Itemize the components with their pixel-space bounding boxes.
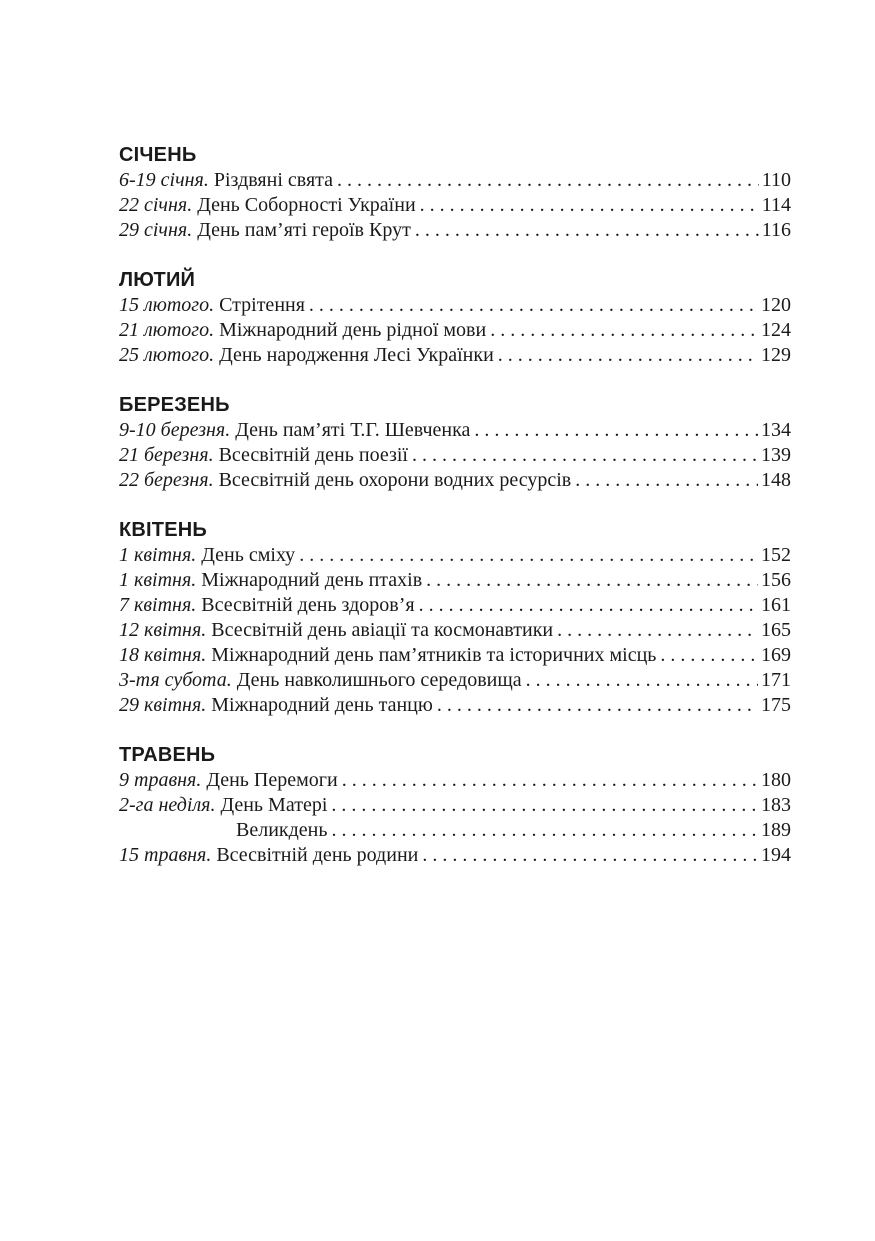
entry-page-number: 169 [761,644,791,666]
toc-entry[interactable] [119,843,791,868]
toc-entry[interactable] [119,643,791,668]
entry-title: День Матері [220,794,328,816]
entry-page-number: 194 [761,844,791,866]
section-title: СІЧЕНЬ [119,144,197,166]
entry-date: 6-19 січня. [119,169,209,191]
dot-leader [557,618,758,643]
toc-entry[interactable] [119,568,791,593]
entry-page-number: 148 [761,469,791,491]
entry-page-number: 110 [761,169,791,191]
toc-entry[interactable] [119,693,791,718]
entry-date: 1 квітня. [119,544,197,566]
entry-title: День пам’яті Т.Г. Шевченка [235,419,471,441]
entry-title: Всесвітній день родини [216,844,419,866]
dot-leader [426,568,758,593]
entry-date: 15 лютого. [119,294,215,316]
entry-date: 25 лютого. [119,344,215,366]
entry-date: 1 квітня. [119,569,197,591]
dot-leader [575,468,758,493]
toc-section-april [119,518,791,718]
dot-leader [490,318,758,343]
dot-leader [437,693,758,718]
entry-date: 9-10 березня. [119,419,231,441]
dot-leader [412,443,758,468]
dot-leader [337,168,759,193]
entry-title: Різдвяні свята [213,169,334,191]
entry-date: 21 березня. [119,444,214,466]
entry-page-number: 183 [761,794,791,816]
toc-entry[interactable] [119,293,791,318]
dot-leader [498,343,758,368]
toc-entry[interactable] [119,418,791,443]
entry-date: 18 квітня. [119,644,207,666]
toc-entry[interactable] [119,318,791,343]
toc-entry[interactable] [119,193,791,218]
entry-title: День Соборності України [197,194,416,216]
table-of-contents [119,143,791,893]
entry-page-number: 120 [761,294,791,316]
dot-leader [309,293,758,318]
entry-title: Міжнародний день рідної мови [219,319,487,341]
section-title: КВІТЕНЬ [119,519,207,541]
toc-entry[interactable] [119,818,791,843]
toc-entry[interactable] [119,443,791,468]
dot-leader [415,218,759,243]
entry-date: 12 квітня. [119,619,207,641]
entry-page-number: 129 [761,344,791,366]
entry-title: День пам’яті героїв Крут [197,219,411,241]
entry-title: Великдень [236,819,328,841]
toc-entry[interactable] [119,468,791,493]
entry-date: 21 лютого. [119,319,215,341]
entry-page-number: 189 [761,819,791,841]
toc-section-january [119,143,791,243]
entry-date: 7 квітня. [119,594,197,616]
toc-section-march [119,393,791,493]
entry-page-number: 180 [761,769,791,791]
dot-leader [419,593,758,618]
toc-section-february [119,268,791,368]
entry-date: 3-тя субота. [119,669,232,691]
dot-leader [331,793,758,818]
toc-entry[interactable] [119,343,791,368]
dot-leader [660,643,758,668]
entry-date: 29 квітня. [119,694,207,716]
entry-page-number: 156 [761,569,791,591]
entry-page-number: 175 [761,694,791,716]
section-title: ЛЮТИЙ [119,269,196,291]
entry-date: 22 березня. [119,469,214,491]
toc-entry[interactable] [119,618,791,643]
entry-title: Всесвітній день охорони водних ресурсів [218,469,572,491]
entry-title: День сміху [201,544,296,566]
entry-page-number: 124 [761,319,791,341]
entry-title: Міжнародний день птахів [201,569,423,591]
entry-page-number: 161 [761,594,791,616]
toc-entry[interactable] [119,218,791,243]
entry-date: 15 травня. [119,844,212,866]
entry-page-number: 171 [761,669,791,691]
entry-title: Всесвітній день здоров’я [201,594,415,616]
entry-title: Міжнародний день танцю [211,694,433,716]
toc-entry[interactable] [119,768,791,793]
toc-entry[interactable] [119,168,791,193]
section-title: ТРАВЕНЬ [119,744,216,766]
entry-date: 29 січня. [119,219,193,241]
dot-leader [342,768,758,793]
toc-entry[interactable] [119,593,791,618]
entry-title: Всесвітній день авіації та космонавтики [211,619,554,641]
dot-leader [420,193,759,218]
entry-date: 2-га неділя. [119,794,216,816]
entry-page-number: 165 [761,619,791,641]
entry-page-number: 152 [761,544,791,566]
entry-page-number: 116 [761,219,791,241]
entry-page-number: 114 [761,194,791,216]
entry-title: День навколишнього середовища [236,669,522,691]
dot-leader [299,543,758,568]
entry-title: Всесвітній день поезії [218,444,408,466]
dot-leader [526,668,758,693]
toc-entry[interactable] [119,543,791,568]
entry-title: Стрітення [219,294,305,316]
entry-page-number: 134 [761,419,791,441]
entry-page-number: 139 [761,444,791,466]
entry-title: День народження Лесі Українки [219,344,494,366]
toc-entry[interactable] [119,793,791,818]
entry-date: 22 січня. [119,194,193,216]
dot-leader [332,818,759,843]
section-title: БЕРЕЗЕНЬ [119,394,230,416]
entry-date: 9 травня. [119,769,202,791]
entry-title: День Перемоги [206,769,338,791]
toc-entry[interactable] [119,668,791,693]
entry-title: Міжнародний день пам’ятників та історичних місць [211,644,657,666]
dot-leader [474,418,758,443]
dot-leader [422,843,758,868]
toc-section-may [119,743,791,868]
